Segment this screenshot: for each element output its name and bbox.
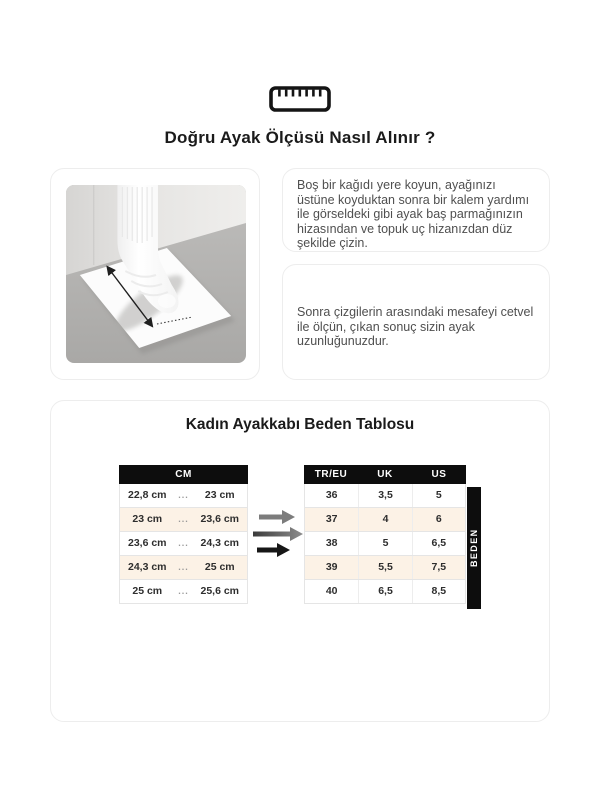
cm-to: 23 cm	[204, 489, 235, 501]
size-tr-eu: 38	[325, 537, 338, 549]
cm-from: 23,6 cm	[127, 537, 167, 549]
size-tr-eu: 36	[325, 489, 338, 501]
range-separator: ...	[178, 514, 189, 524]
arrow-right-icon	[253, 527, 303, 541]
range-separator: ...	[178, 538, 189, 548]
col-header-tr-eu: TR/EU	[314, 469, 348, 480]
conversion-table-row	[305, 555, 465, 579]
size-us: 6,5	[412, 532, 465, 555]
conversion-table	[304, 465, 466, 604]
range-separator: ...	[178, 562, 189, 572]
cm-to: 25,6 cm	[200, 585, 240, 597]
cm-to: 24,3 cm	[200, 537, 240, 549]
cm-from: 22,8 cm	[127, 489, 167, 501]
size-us: 5	[412, 484, 465, 507]
size-uk: 3,5	[358, 484, 411, 507]
cm-from: 23 cm	[132, 513, 163, 525]
cm-to: 23,6 cm	[200, 513, 240, 525]
cm-table-row	[120, 484, 247, 507]
cm-from: 24,3 cm	[127, 561, 167, 573]
cm-from: 25 cm	[132, 585, 163, 597]
cm-to: 25 cm	[204, 561, 235, 573]
cm-table-header: CM	[119, 465, 248, 484]
conversion-table-row	[305, 531, 465, 555]
arrow-right-icon	[257, 543, 290, 557]
instruction-paragraph-2: Sonra çizgilerin arasındaki mesafeyi cetvel ile ölçün, çıkan sonuç sizin ayak uzunluğunuzdur.	[297, 305, 534, 348]
size-table-card	[50, 400, 550, 722]
arrow-right-icon	[259, 510, 295, 524]
conversion-arrows	[251, 504, 307, 560]
size-uk: 5,5	[358, 556, 411, 579]
conversion-table-row	[305, 579, 465, 603]
foot-measurement-photo-card	[50, 168, 260, 380]
range-separator: ...	[178, 490, 189, 500]
size-us: 7,5	[412, 556, 465, 579]
cm-table-row	[120, 507, 247, 531]
size-us: 8,5	[412, 580, 465, 603]
cm-table	[119, 465, 248, 604]
instruction-paragraph-1: Boş bir kağıdı yere koyun, ayağınızı üstüne koyduktan sonra bir kalem yardımı ile görseldeki gibi ayak baş parmağınızın hizasından ve topuk uç hizanızdan düz şekilde çizin.	[297, 178, 530, 250]
instruction-card-1	[282, 168, 550, 252]
conversion-table-row	[305, 484, 465, 507]
size-tr-eu: 40	[325, 585, 338, 597]
col-header-uk: UK	[377, 469, 393, 480]
size-uk: 6,5	[358, 580, 411, 603]
range-separator: ...	[178, 586, 189, 596]
size-tr-eu: 39	[325, 561, 338, 573]
ruler-icon	[0, 86, 600, 112]
size-table-title: Kadın Ayakkabı Beden Tablosu	[185, 416, 415, 433]
col-header-us: US	[431, 469, 447, 480]
conversion-table-header	[304, 465, 466, 484]
page-title: Doğru Ayak Ölçüsü Nasıl Alınır ?	[164, 128, 436, 147]
size-tr-eu: 37	[325, 513, 338, 525]
conversion-table-row	[305, 507, 465, 531]
cm-table-row	[120, 531, 247, 555]
size-uk: 5	[358, 532, 411, 555]
size-uk: 4	[358, 508, 411, 531]
instruction-card-2	[282, 264, 550, 380]
size-us: 6	[412, 508, 465, 531]
beden-side-label: BEDEN	[467, 487, 481, 609]
foot-measurement-photo	[66, 185, 246, 363]
cm-table-row	[120, 579, 247, 603]
cm-table-row	[120, 555, 247, 579]
